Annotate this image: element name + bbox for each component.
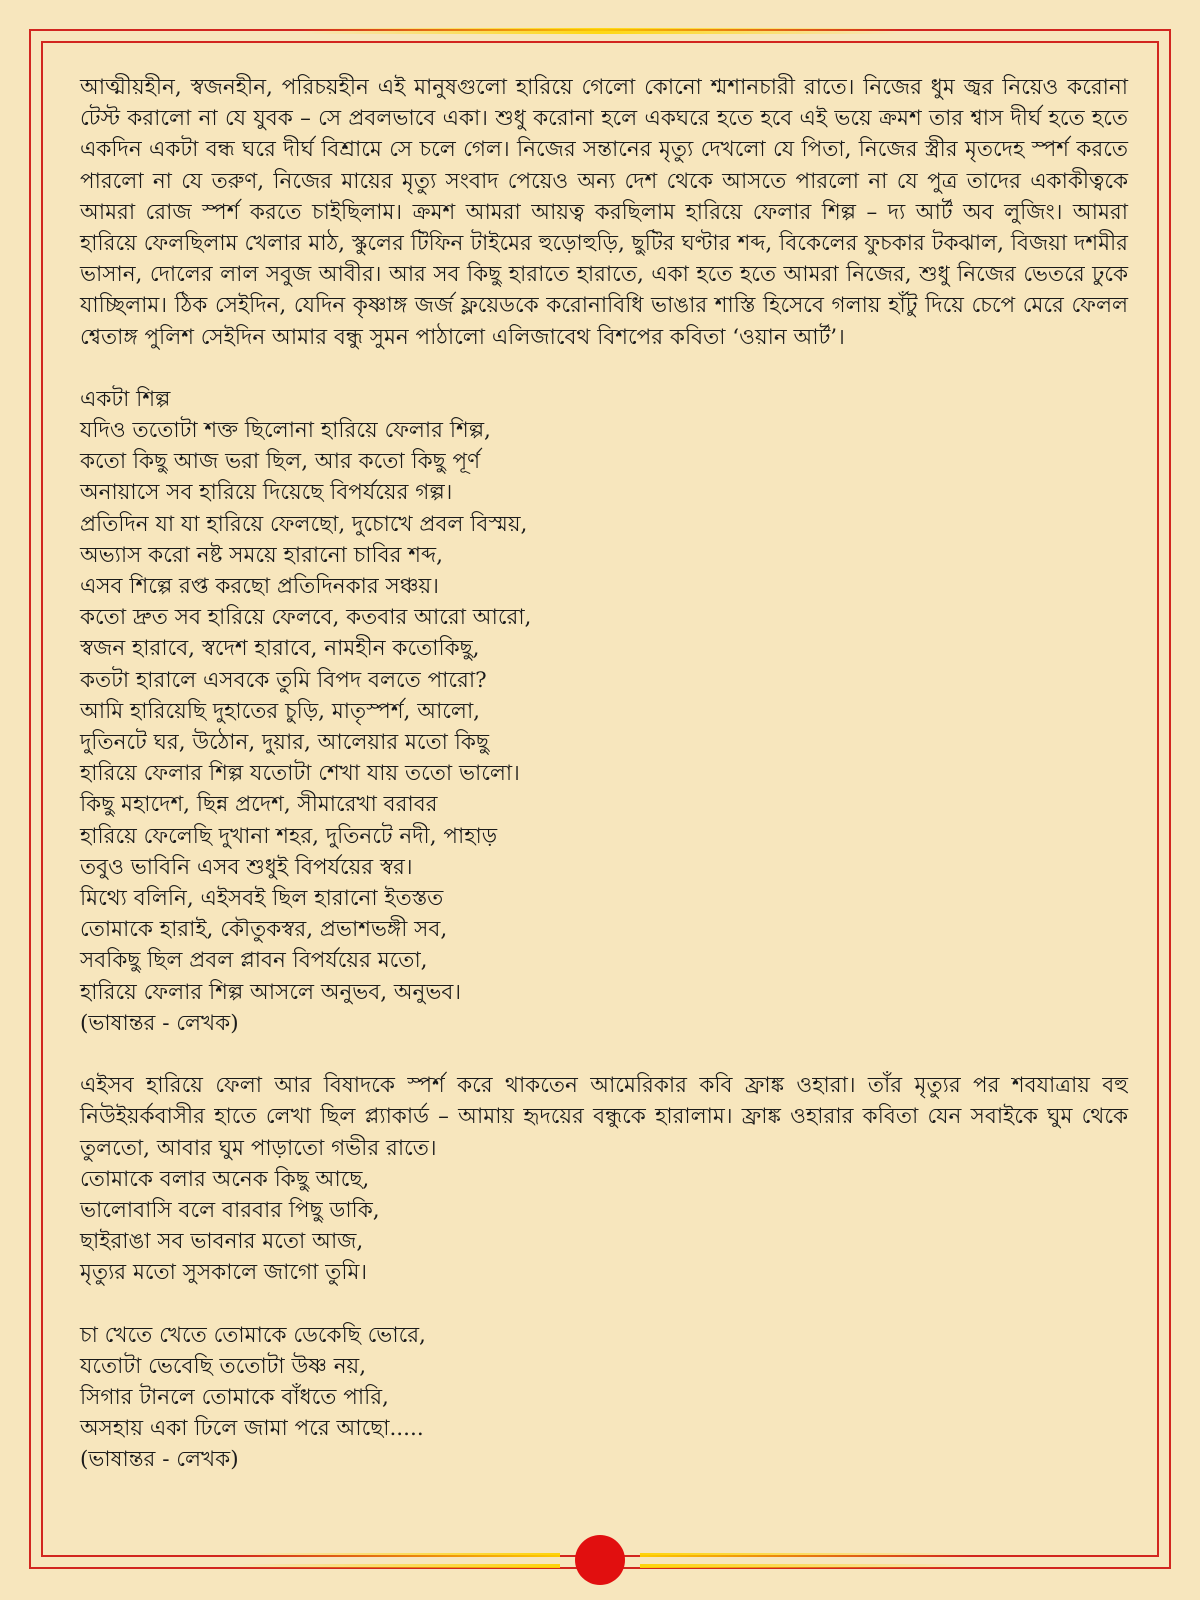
bottom-border-glow-right-2 <box>640 1564 970 1568</box>
poem-line: যতোটা ভেবেছি ততোটা উষ্ণ নয়, <box>80 1353 367 1379</box>
translation-credit: (ভাষান্তর - লেখক) <box>80 1010 239 1036</box>
poem-one-art <box>80 384 1128 1039</box>
poem-title: একটা শিল্প <box>80 386 171 412</box>
poem-line: প্রতিদিন যা যা হারিয়ে ফেলছো, দুচোখে প্রবল বিস্ময়, <box>80 511 528 537</box>
poem-line: ছাইরাঙা সব ভাবনার মতো আজ, <box>80 1229 364 1255</box>
poem-line: হারিয়ে ফেলার শিল্প আসলে অনুভব, অনুভব। <box>80 979 462 1005</box>
poem-line: হারিয়ে ফেলার শিল্প যতোটা শেখা যায় ততো ভালো। <box>80 761 520 787</box>
poem-stanza-three <box>80 1320 1128 1476</box>
poem-line: স্বজন হারাবে, স্বদেশ হারাবে, নামহীন কতোকিছু, <box>80 636 480 662</box>
poem-stanza-two <box>80 1164 1128 1289</box>
poem-line: অনায়াসে সব হারিয়ে দিয়েছে বিপর্যয়ের গল্প। <box>80 480 453 506</box>
article-body <box>80 72 1128 1476</box>
poem-line: মিথ্যে বলিনি, এইসবই ছিল হারানো ইতস্তত <box>80 886 444 912</box>
poem-line: অভ্যাস করো নষ্ট সময়ে হারানো চাবির শব্দ, <box>80 542 443 568</box>
spacer <box>80 1039 1128 1070</box>
poem-line: কিছু মহাদেশ, ছিন্ন প্রদেশ, সীমারেখা বরাবর <box>80 792 438 818</box>
poem-line: কতো দ্রুত সব হারিয়ে ফেলবে, কতবার আরো আরো, <box>80 605 532 631</box>
poem-line: তোমাকে হারাই, কৌতুকস্বর, প্রভাশভঙ্গী সব, <box>80 917 448 943</box>
poem-line: মৃত্যুর মতো সুসকালে জাগো তুমি। <box>80 1260 368 1286</box>
middle-paragraph: এইসব হারিয়ে ফেলা আর বিষাদকে স্পর্শ করে থাকতেন আমেরিকার কবি ফ্রাঙ্ক ওহারা। তাঁর মৃত্যুর পর শবযাত্রায় বহু নিউইয়র্কবাসীর হাতে লেখা ছিল প্ল্যাকার্ড – আমায় হৃদয়ের বন্ধুকে হারালাম। ফ্রাঙ্ক ওহারার কবিতা যেন সবাইকে ঘুম থেকে তুলতো, আবার ঘুম পাড়াতো গভীর রাতে। <box>80 1073 1128 1161</box>
spacer <box>80 353 1128 384</box>
spacer <box>80 1289 1128 1320</box>
poem-line: সবকিছু ছিল প্রবল প্লাবন বিপর্যয়ের মতো, <box>80 948 428 974</box>
bottom-border-glow-left-2 <box>230 1564 560 1568</box>
poem-line: অসহায় একা ঢিলে জামা পরে আছো..... <box>80 1416 424 1442</box>
poem-line: এসব শিল্পে রপ্ত করছো প্রতিদিনকার সঞ্চয়। <box>80 574 439 600</box>
poem-line: তবুও ভাবিনি এসব শুধুই বিপর্যয়ের স্বর। <box>80 854 413 880</box>
poem-line: কতটা হারালে এসবকে তুমি বিপদ বলতে পারো? <box>80 667 487 693</box>
poem-line: কতো কিছু আজ ভরা ছিল, আর কতো কিছু পূর্ণ <box>80 449 481 475</box>
poem-line: সিগার টানলে তোমাকে বাঁধতে পারি, <box>80 1384 389 1410</box>
poem-line: চা খেতে খেতে তোমাকে ডেকেছি ভোরে, <box>80 1322 426 1348</box>
translation-credit: (ভাষান্তর - লেখক) <box>80 1447 239 1473</box>
ornament-dot <box>575 1535 625 1585</box>
poem-line: হারিয়ে ফেলেছি দুখানা শহর, দুতিনটে নদী, পাহাড় <box>80 823 498 849</box>
bottom-border-glow-left <box>230 1553 560 1557</box>
bottom-border-glow-right <box>640 1553 970 1557</box>
poem-line: আমি হারিয়েছি দুহাতের চুড়ি, মাতৃস্পর্শ, আলো, <box>80 698 481 724</box>
poem-line: ভালোবাসি বলে বারবার পিছু ডাকি, <box>80 1197 380 1223</box>
intro-paragraph: আত্মীয়হীন, স্বজনহীন, পরিচয়হীন এই মানুষগুলো হারিয়ে গেলো কোনো শ্মশানচারী রাতে। নিজের ধুম জ্বর নিয়েও করোনা টেস্ট করালো না যে যুবক – সে প্রবলভাবে একা। শুধু করোনা হলে একঘরে হতে হবে এই ভয়ে ক্রমশ তার শ্বাস দীর্ঘ হতে হতে একদিন একটা বন্ধ ঘরে দীর্ঘ বিশ্রামে সে চলে গেল। নিজের সন্তানের মৃত্যু দেখলো যে পিতা, নিজের স্ত্রীর মৃতদেহ স্পর্শ করতে পারলো না যে তরুণ, নিজের মায়ের মৃত্যু সংবাদ পেয়েও অন্য দেশ থেকে আসতে পারলো না যে পুত্র তাদের একাকীত্বকে আমরা রোজ স্পর্শ করতে চাইছিলাম। ক্রমশ আমরা আয়ত্ব করছিলাম হারিয়ে ফেলার শিল্প – দ্য আর্ট অব লুজিং। আমরা হারিয়ে ফেলছিলাম খেলার মাঠ, স্কুলের টিফিন টাইমের হুড়োহুড়ি, ছুটির ঘণ্টার শব্দ, বিকেলের ফুচকার টকঝাল, বিজয়া দশমীর ভাসান, দোলের লাল সবুজ আবীর। আর সব কিছু হারাতে হারাতে, একা হতে হতে আমরা নিজের, শুধু নিজের ভেতরে ঢুকে যাচ্ছিলাম। ঠিক সেইদিন, যেদিন কৃষ্ণাঙ্গ জর্জ ফ্লয়েডকে করোনাবিধি ভাঙার শাস্তি হিসেবে গলায় হাঁটু দিয়ে চেপে মেরে ফেলল শ্বেতাঙ্গ পুলিশ সেইদিন আমার বন্ধু সুমন পাঠালো এলিজাবেথ বিশপের কবিতা ‘ওয়ান আর্ট’। <box>80 75 1128 350</box>
poem-line: যদিও ততোটা শক্ত ছিলোনা হারিয়ে ফেলার শিল্প, <box>80 418 491 444</box>
top-border-glow <box>300 28 900 34</box>
poem-line: তোমাকে বলার অনেক কিছু আছে, <box>80 1166 370 1192</box>
poem-line: দুতিনটে ঘর, উঠোন, দুয়ার, আলেয়ার মতো কিছু <box>80 730 489 756</box>
